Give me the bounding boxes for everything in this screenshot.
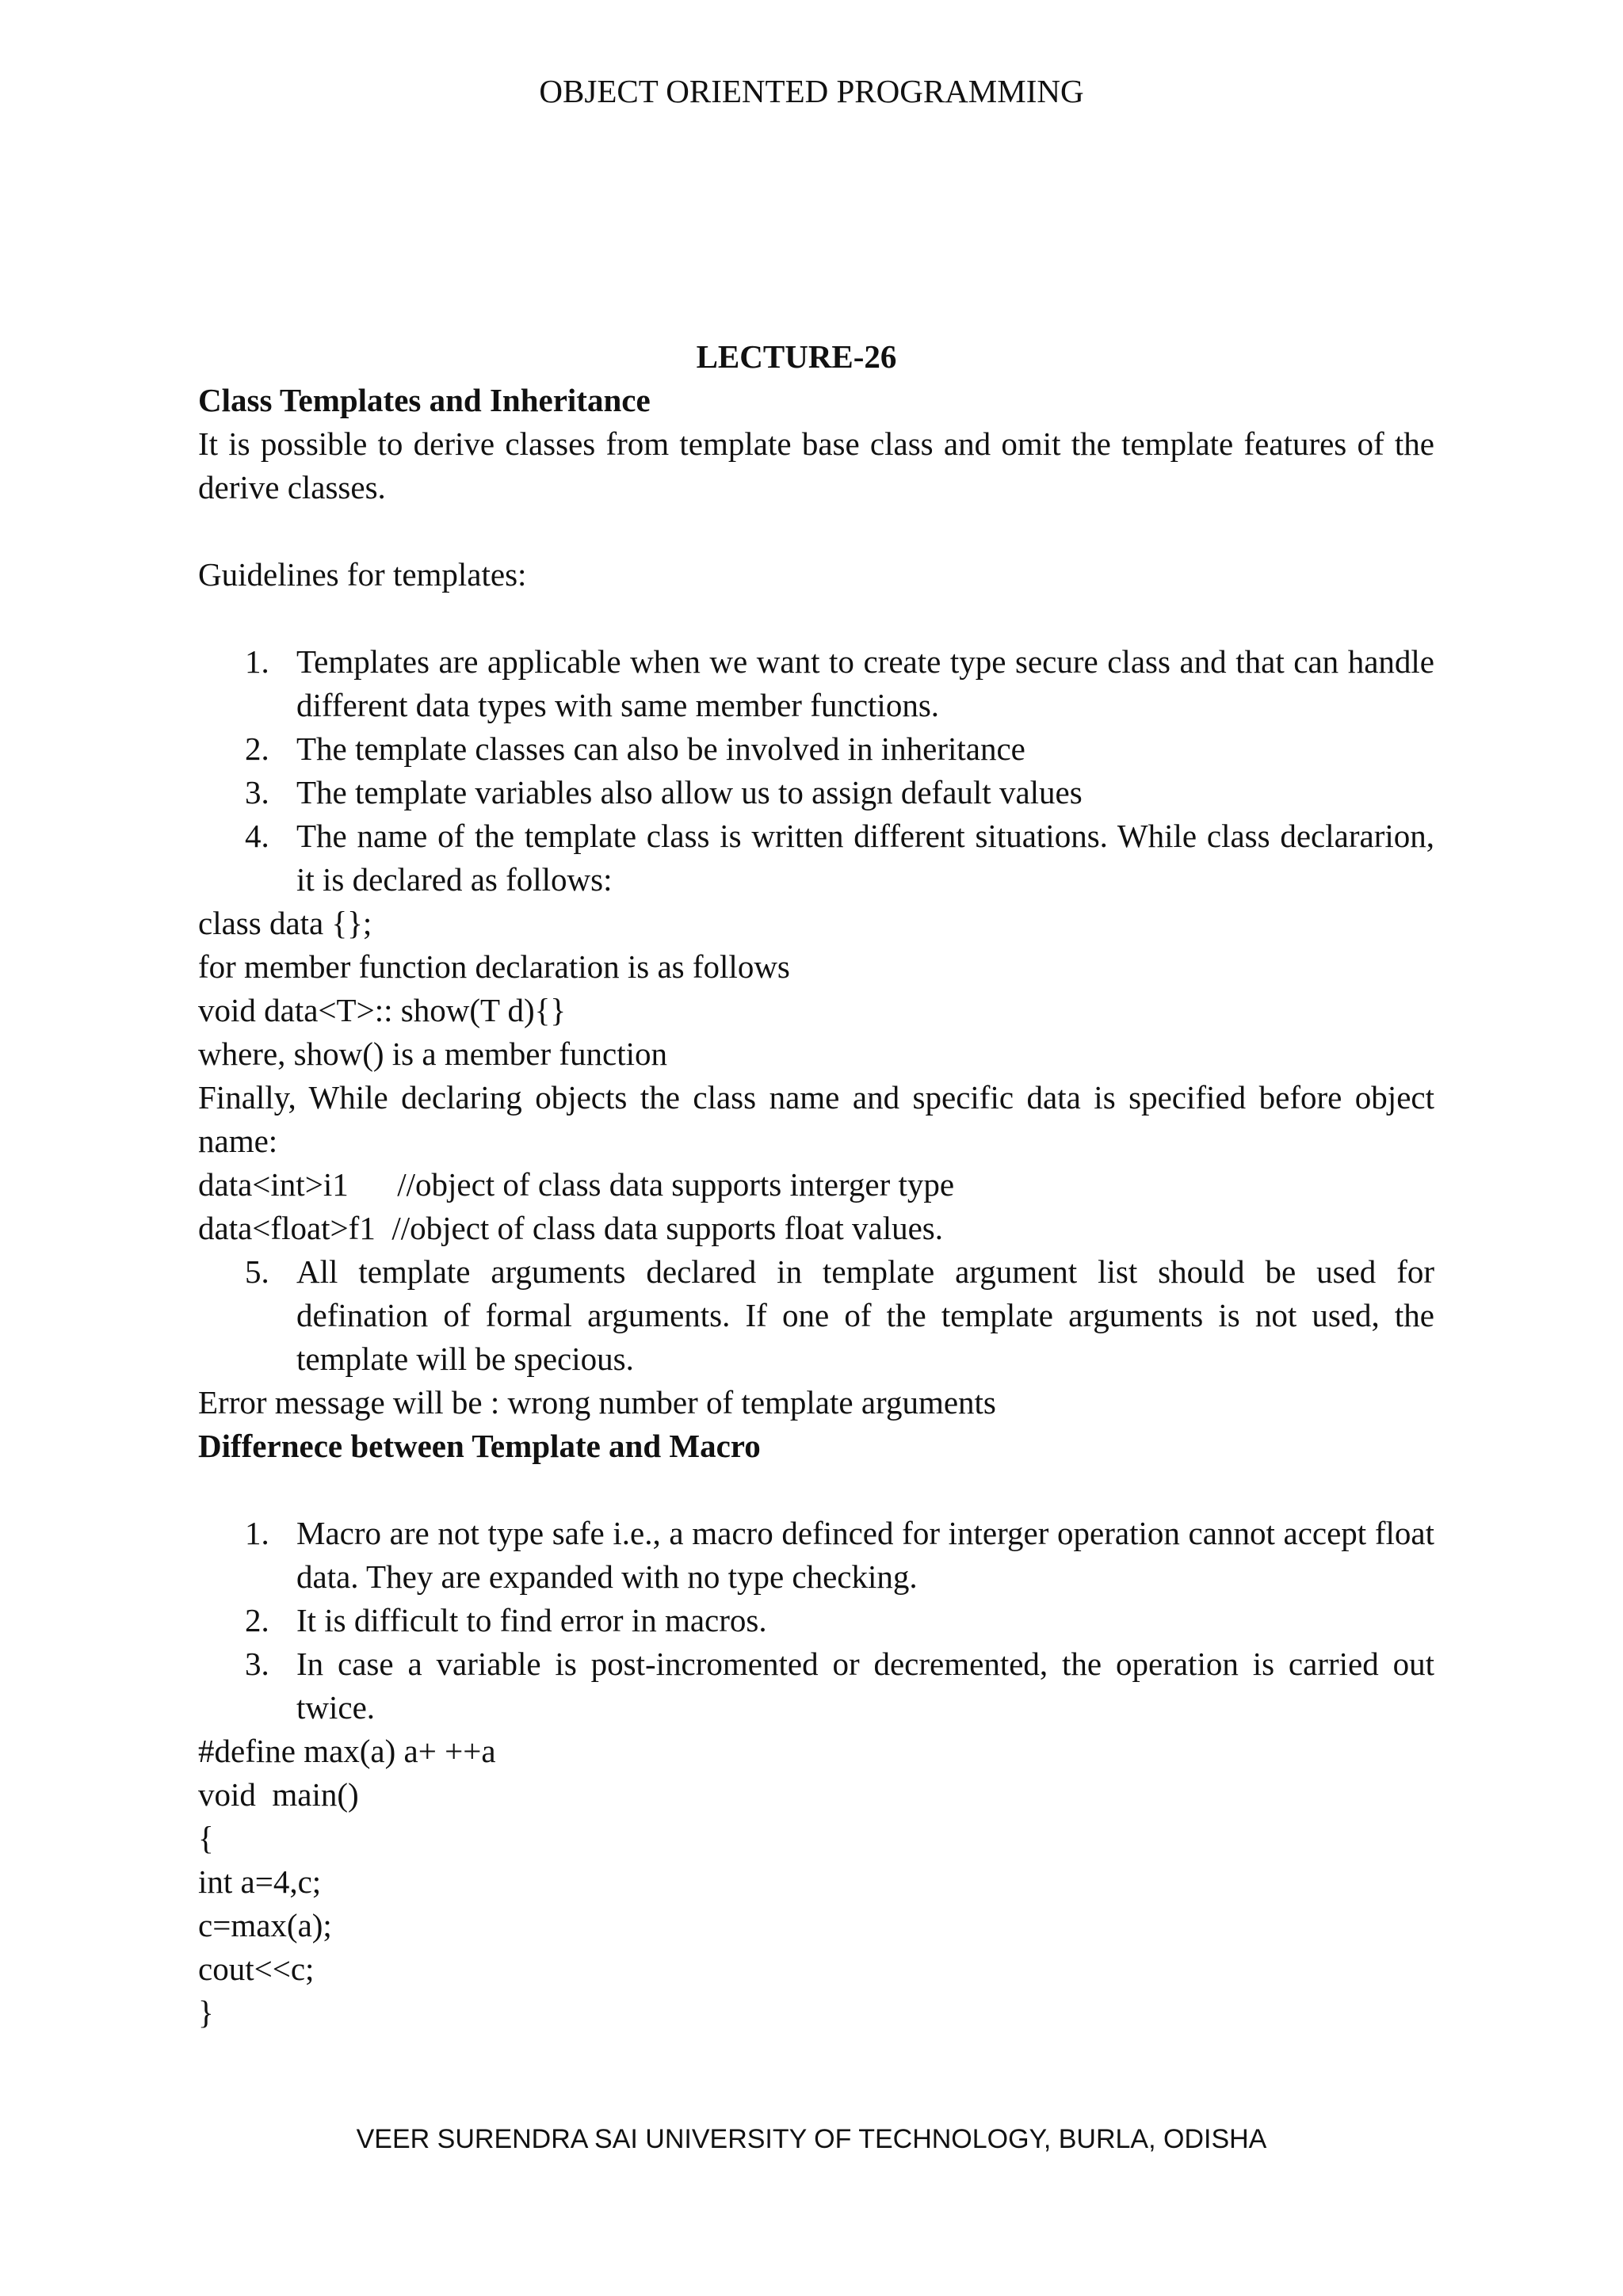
guidelines-label: Guidelines for templates: [198, 556, 527, 593]
list-item [198, 771, 1434, 814]
list-item [198, 814, 1434, 902]
intro-paragraph: It is possible to derive classes from template base class and omit the template features of the derive classes. [198, 425, 1434, 505]
code-line: int a=4,c; [198, 1863, 322, 1900]
list-text: Templates are applicable when we want to create type secure class and that can handle different data types with same member functions. [296, 643, 1434, 723]
list-item [198, 1599, 1434, 1642]
list-item [198, 1642, 1434, 1730]
code-line: cout<<c; [198, 1951, 315, 1987]
list-number: 1. [245, 643, 269, 680]
list-text: It is difficult to find error in macros. [296, 1602, 767, 1638]
guidelines-list [198, 640, 1434, 902]
code-line: } [198, 1994, 214, 2031]
guidelines-list-continued [198, 1250, 1434, 1381]
list-text: In case a variable is post-incromented or decremented, the operation is carried out twice. [296, 1646, 1434, 1726]
macro-differences-list [198, 1512, 1434, 1730]
code-line: void main() [198, 1776, 359, 1813]
section-heading-template-macro: Differnece between Template and Macro [198, 1428, 761, 1464]
page-content [198, 335, 1434, 2035]
list-item [198, 640, 1434, 727]
text-line: where, show() is a member function [198, 1035, 668, 1072]
page-header: OBJECT ORIENTED PROGRAMMING [539, 73, 1084, 109]
list-number: 2. [245, 1602, 269, 1638]
list-item [198, 1512, 1434, 1599]
text-line: data<float>f1 //object of class data supports float values. [198, 1210, 943, 1246]
code-line: #define max(a) a+ ++a [198, 1733, 496, 1769]
page-footer: VEER SURENDRA SAI UNIVERSITY OF TECHNOLOGY, BURLA, ODISHA [356, 2124, 1267, 2154]
text-line: void data<T>:: show(T d){} [198, 992, 567, 1028]
list-item [198, 727, 1434, 771]
spacer [198, 509, 1434, 553]
list-text: All template arguments declared in template argument list should be used for defination of formal arguments. If one of the template arguments is not used, the template will be specious. [296, 1253, 1434, 1377]
code-line: c=max(a); [198, 1907, 332, 1943]
list-number: 3. [245, 1646, 269, 1682]
error-message-line: Error message will be : wrong number of template arguments [198, 1384, 996, 1421]
finally-paragraph: Finally, While declaring objects the class name and specific data is specified before object name: [198, 1079, 1434, 1159]
list-text: The template variables also allow us to assign default values [296, 774, 1083, 810]
text-line: class data {}; [198, 905, 372, 941]
text-line: data<int>i1 //object of class data supports interger type [198, 1166, 955, 1203]
code-line: { [198, 1820, 214, 1856]
code-sample [198, 1730, 1434, 2035]
spacer [198, 1468, 1434, 1512]
list-number: 2. [245, 730, 269, 767]
list-text: The name of the template class is written different situations. While class declararion, it is declared as follows: [296, 818, 1434, 898]
list-number: 3. [245, 774, 269, 810]
lecture-title: LECTURE-26 [696, 338, 897, 375]
list-text: The template classes can also be involved in inheritance [296, 730, 1025, 767]
list-text: Macro are not type safe i.e., a macro definced for interger operation cannot accept float data. They are expanded with no type checking. [296, 1515, 1434, 1595]
list-item [198, 1250, 1434, 1381]
list-number: 5. [245, 1253, 269, 1290]
list-number: 4. [245, 818, 269, 854]
spacer [198, 597, 1434, 640]
text-line: for member function declaration is as follows [198, 948, 790, 985]
section-heading-templates-inheritance: Class Templates and Inheritance [198, 382, 651, 418]
list-number: 1. [245, 1515, 269, 1551]
